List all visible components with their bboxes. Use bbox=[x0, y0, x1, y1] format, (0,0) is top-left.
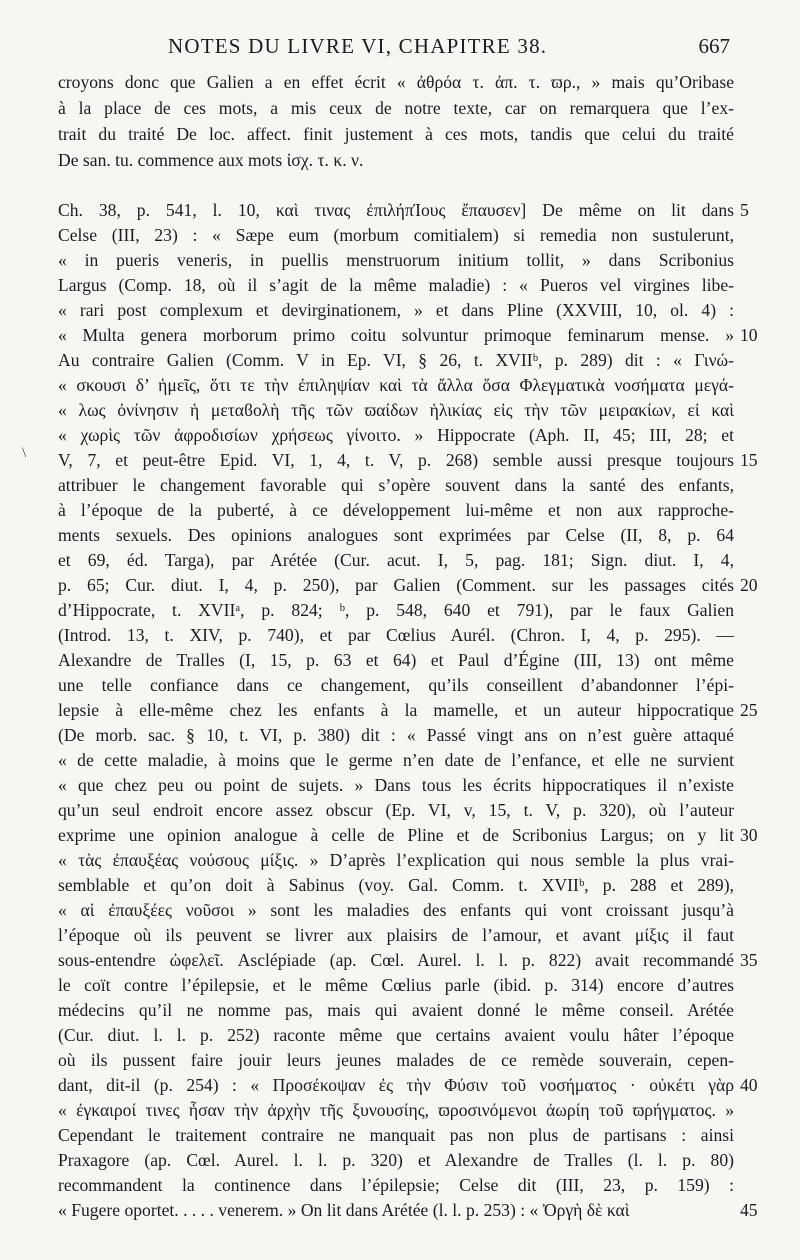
line-number: 15 bbox=[740, 450, 758, 470]
text-line: Alexandre de Tralles (I, 15, p. 63 et 64) et Paul d’Égine (III, 13) ont même bbox=[58, 650, 734, 670]
text-line: qu’un seul endroit encore assez obscur (Ep. VI, v, 15, t. V, p. 320), où l’auteur bbox=[58, 800, 734, 820]
line-number: 40 bbox=[740, 1075, 758, 1095]
text-line: Au contraire Galien (Comm. V in Ep. VI, § 26, t. XVIIᵇ, p. 289) dit : « Γινώ- bbox=[58, 350, 734, 370]
text-line: une telle confiance dans ce changement, qu’ils conseillent d’abandonner l’épi- bbox=[58, 675, 734, 695]
text-line: (De morb. sac. § 10, t. VI, p. 380) dit : « Passé vingt ans on n’est guère attaqué bbox=[58, 725, 734, 745]
text-line: « σκουσι δ’ ἡμεῖς, ὅτι τε τὴν ἐπιληψίαν καὶ τὰ ἄλλα ὅσα Φλεγματικὰ νοσήματα μεγά- bbox=[58, 375, 734, 395]
line-number: 10 bbox=[740, 325, 758, 345]
text-line: lepsie à elle-même chez les enfants à la mamelle, et un auteur hippocratique bbox=[58, 700, 734, 720]
text-line: V, 7, et peut-être Epid. VI, 1, 4, t. V, p. 268) semble aussi presque toujours bbox=[58, 450, 734, 470]
page-number: 667 bbox=[698, 34, 730, 58]
text-line: sous-entendre ὠφελεῖ. Asclépiade (ap. Cœl. Aurel. l. l. p. 822) avait recommandé bbox=[58, 950, 734, 970]
text-line: le coït contre l’épilepsie, et le même Cœlius parle (ibid. p. 314) encore d’autres bbox=[58, 975, 734, 995]
text-line: Celse (III, 23) : « Sæpe eum (morbum comitialem) si remedia non sustulerunt, bbox=[58, 225, 734, 245]
text-line: à l’époque de la puberté, à ce développement lui-même et non aux rapproche- bbox=[58, 500, 734, 520]
text-line: ments sexuels. Des opinions analogues sont exprimées par Celse (II, 8, p. 64 bbox=[58, 525, 734, 545]
text-line: médecins qu’il ne nomme pas, mais qui avaient donné le même conseil. Arétée bbox=[58, 1000, 734, 1020]
text-line: trait du traité De loc. affect. finit justement à ces mots, tandis que celui du traité bbox=[58, 124, 734, 144]
text-line: « in pueris veneris, in puellis menstruorum initium tollit, » dans Scribonius bbox=[58, 250, 734, 270]
text-line: « αἱ ἐπαυξέες νοῦσοι » sont les maladies des enfants qui vont croissant jusqu’à bbox=[58, 900, 734, 920]
text-line: croyons donc que Galien a en effet écrit « ἀθρόα τ. ἀπ. τ. ϖρ., » mais qu’Oribase bbox=[58, 72, 734, 92]
text-line: « rari post complexum et devirginationem, » et dans Pline (XXVIII, 10, ol. 4) : bbox=[58, 300, 734, 320]
text-line: Cependant le traitement contraire ne manquait pas non plus de partisans : ainsi bbox=[58, 1125, 734, 1145]
text-line: (Cur. diut. l. l. p. 252) raconte même que certains avaient voulu hâter l’époque bbox=[58, 1025, 734, 1045]
text-line: recommandent la continence dans l’épilepsie; Celse dit (III, 23, p. 159) : bbox=[58, 1175, 734, 1195]
line-number: 45 bbox=[740, 1200, 758, 1220]
text-line: « ἐγκαιροί τινες ἦσαν τὴν ἀρχὴν τῆς ξυνουσίης, ϖροσινόμενοι ἀωρίη τοῦ ϖρήγματος. » bbox=[58, 1100, 734, 1120]
page-header bbox=[0, 34, 800, 62]
text-line: « de cette maladie, à moins que le germe n’en date de l’enfance, et elle ne survient bbox=[58, 750, 734, 770]
text-line: où ils pussent faire jouir leurs jeunes malades de ce remède souverain, cepen- bbox=[58, 1050, 734, 1070]
text-line: semblable et qu’on doit à Sabinus (voy. Gal. Comm. t. XVIIᵇ, p. 288 et 289), bbox=[58, 875, 734, 895]
margin-mark: \ bbox=[22, 445, 27, 461]
text-line: « τὰς ἐπαυξέας νούσους μίξις. » D’après l’explication qui nous semble la plus vrai- bbox=[58, 850, 734, 870]
text-line: et 69, éd. Targa), par Arétée (Cur. acut. I, 5, pag. 181; Sign. diut. I, 4, bbox=[58, 550, 734, 570]
line-number: 5 bbox=[740, 200, 749, 220]
text-line: d’Hippocrate, t. XVIIᵃ, p. 824; ᵇ, p. 548, 640 et 791), par le faux Galien bbox=[58, 600, 734, 620]
text-line: dant, dit-il (p. 254) : « Προσέκοψαν ἐς τὴν Φύσιν τοῦ νοσήματος · οὐκέτι γὰρ bbox=[58, 1075, 734, 1095]
text-line: à la place de ces mots, a mis ceux de notre texte, car on remarquera que l’ex- bbox=[58, 98, 734, 118]
text-line: Praxagore (ap. Cœl. Aurel. l. l. p. 320) et Alexandre de Tralles (l. l. p. 80) bbox=[58, 1150, 734, 1170]
text-line: « λως ὀνίνησιν ἡ μεταϐολὴ τῆς τῶν ϖαίδων ἡλικίας εἰς τὴν τῶν μειρακίων, εἰ καὶ bbox=[58, 400, 734, 420]
line-number: 30 bbox=[740, 825, 758, 845]
text-line: l’époque où ils peuvent se livrer aux plaisirs de l’amour, et avant μίξις il faut bbox=[58, 925, 734, 945]
text-line: « que chez peu ou point de sujets. » Dans tous les écrits hippocratiques il n’existe bbox=[58, 775, 734, 795]
line-number: 25 bbox=[740, 700, 758, 720]
running-title: NOTES DU LIVRE VI, CHAPITRE 38. bbox=[168, 34, 548, 58]
line-number: 35 bbox=[740, 950, 758, 970]
text-line: p. 65; Cur. diut. I, 4, p. 250), par Galien (Comment. sur les passages cités bbox=[58, 575, 734, 595]
text-line: (Introd. 13, t. XIV, p. 740), et par Cœlius Aurél. (Chron. I, 4, p. 295). — bbox=[58, 625, 734, 645]
text-line: Largus (Comp. 18, où il s’agit de la même maladie) : « Pueros vel virgines libe- bbox=[58, 275, 734, 295]
text-line: exprime une opinion analogue à celle de Pline et de Scribonius Largus; on y lit bbox=[58, 825, 734, 845]
text-line: De san. tu. commence aux mots ἰσχ. τ. κ. ν. bbox=[58, 150, 364, 170]
text-line: « χωρὶς τῶν ἀφροδισίων χρήσεως γίνοιτο. » Hippocrate (Aph. II, 45; III, 28; et bbox=[58, 425, 734, 445]
line-number: 20 bbox=[740, 575, 758, 595]
text-line: « Fugere oportet. . . . . venerem. » On lit dans Arétée (l. l. p. 253) : « Ὀργὴ δὲ καὶ bbox=[58, 1200, 630, 1220]
text-line: « Multa genera morborum primo coitu solvuntur primoque feminarum mense. » bbox=[58, 325, 734, 345]
text-line: Ch. 38, p. 541, l. 10, καὶ τινας ἐπιλήπΊους ἔπαυσεν] De même on lit dans bbox=[58, 200, 734, 220]
text-line: attribuer le changement favorable qui s’opère souvent dans la santé des enfants, bbox=[58, 475, 734, 495]
